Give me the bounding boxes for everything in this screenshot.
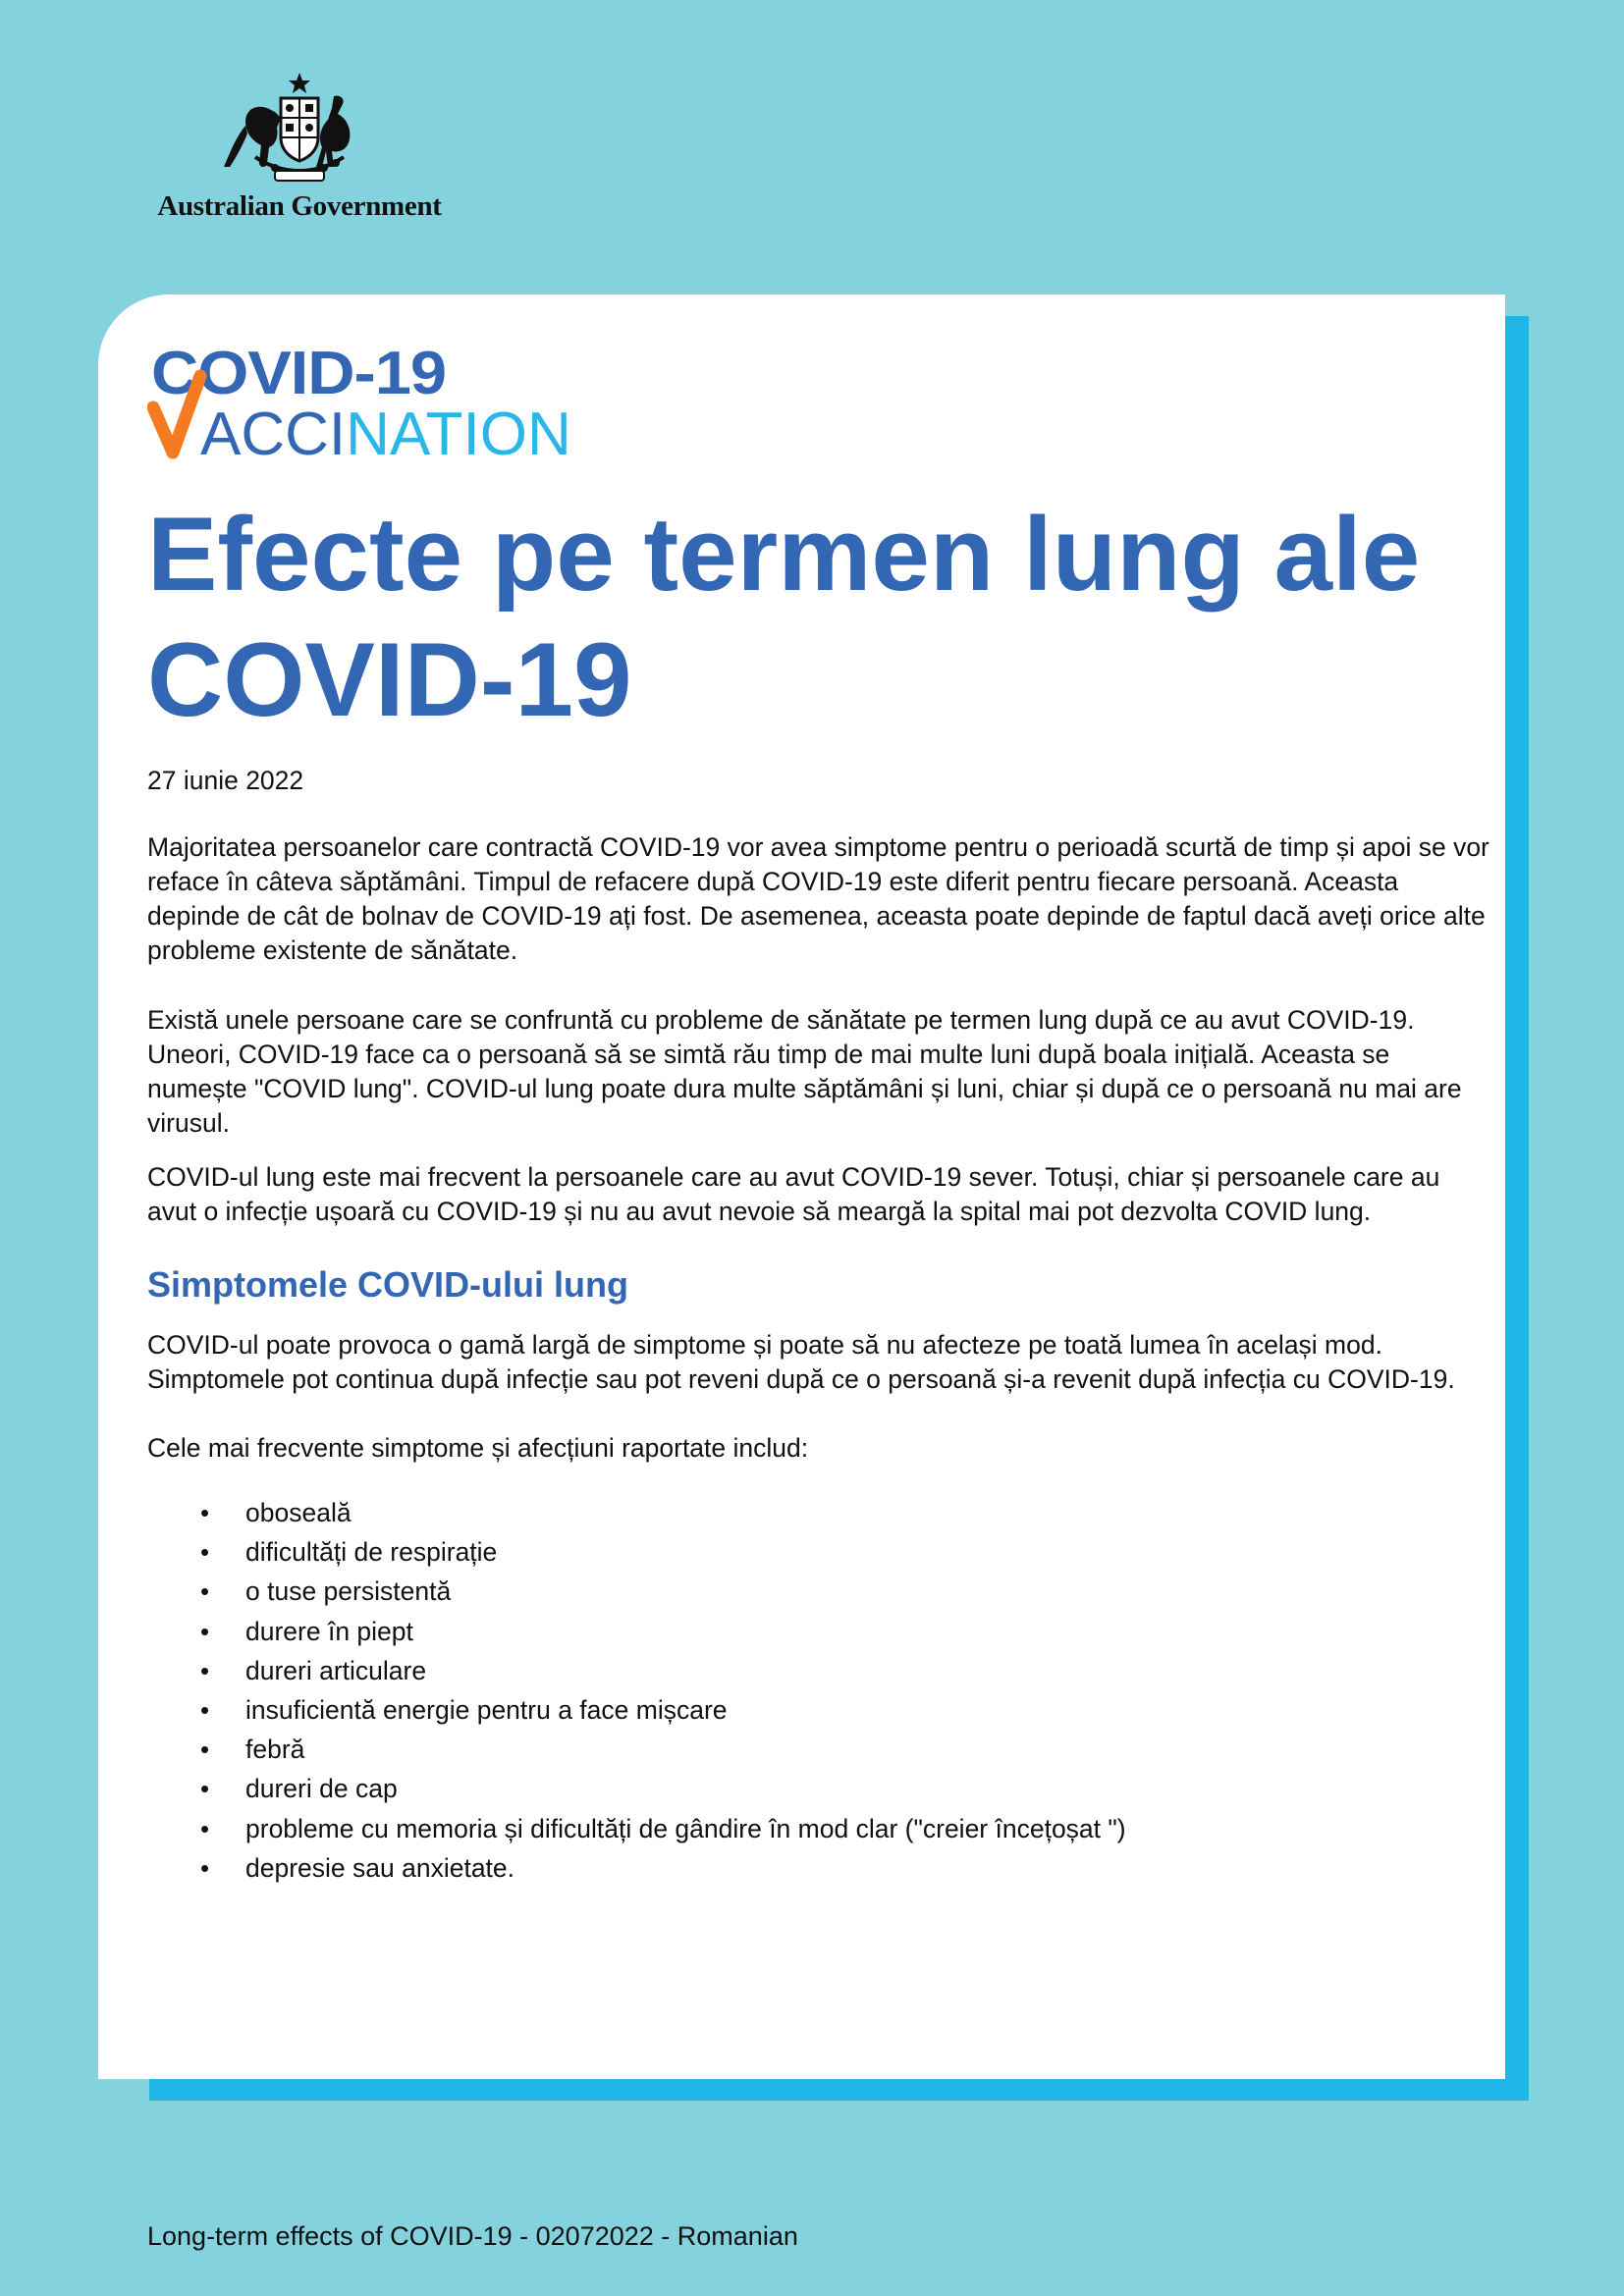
covid-vaccination-logo: [147, 339, 589, 466]
list-item: • oboseală: [147, 1493, 1492, 1532]
page-title: Efecte pe termen lung ale COVID-19: [147, 495, 1421, 738]
footer-document-id: Long-term effects of COVID-19 - 02072022 - Romanian: [147, 2221, 798, 2251]
paragraph-symptoms-overview: COVID-ul poate provoca o gamă largă de simptome și poate să nu afecteze pe toată lumea în același mod. Simptomele pot continua după infecție sau pot reveni după ce o persoană și-a revenit după infecția cu COVID-19.: [147, 1330, 1455, 1394]
list-item: • dureri de cap: [147, 1769, 1492, 1808]
paragraph-severity: COVID-ul lung este mai frecvent la persoanele care au avut COVID-19 sever. Totuși, chiar și persoanele care au avut o infecție ușoară cu COVID-19 și nu au avut nevoie să meargă la spital mai pot dezvolta COVID lung.: [147, 1162, 1440, 1226]
paragraph-intro: Majoritatea persoanelor care contractă COVID-19 vor avea simptome pentru o perioadă scurtă de timp și apoi se vor reface în câteva săptămâni. Timpul de refacere după COVID-19 este diferit pentru fiecare persoană. Aceasta depinde de cât de bolnav de COVID-19 ați fost. De asemenea, aceasta poate depinde de faptul dacă aveți orice alte probleme existente de sănătate.: [147, 832, 1489, 965]
list-item: • dureri articulare: [147, 1651, 1492, 1690]
list-item: • depresie sau anxietate.: [147, 1848, 1492, 1888]
list-item: • dificultăți de respirație: [147, 1532, 1492, 1572]
coat-of-arms-icon: [216, 69, 383, 185]
logo-vaccination-part-cyan: NATION: [346, 400, 571, 466]
list-item: • durere în piept: [147, 1612, 1492, 1651]
list-item: • o tuse persistentă: [147, 1572, 1492, 1611]
list-item: • insuficientă energie pentru a face mișcare: [147, 1690, 1492, 1730]
logo-vaccination-part-blue: ACCI: [200, 400, 347, 466]
symptom-list: [147, 1493, 1492, 1888]
list-item: • febră: [147, 1730, 1492, 1769]
logo-covid19-text: COVID-19: [151, 340, 446, 407]
government-header: [147, 69, 452, 223]
paragraph-long-covid-definition: Există unele persoane care se confruntă cu probleme de sănătate pe termen lung după ce au avut COVID-19. Uneori, COVID-19 face ca o persoană să se simtă rău timp de mai multe luni după boala inițială. Aceasta se numește "COVID lung". COVID-ul lung poate dura multe săptămâni și luni, chiar și după ce o persoană nu mai are virusul.: [147, 1005, 1462, 1138]
government-name: Australian Government: [157, 190, 442, 222]
logo-vaccination-text: [200, 400, 571, 466]
list-item: • probleme cu memoria și dificultăți de gândire în mod clar ("creier încețoșat "): [147, 1809, 1492, 1848]
list-intro: Cele mai frecvente simptome și afecțiuni raportate includ:: [147, 1433, 809, 1463]
document-body: [147, 764, 1492, 1888]
publication-date: 27 iunie 2022: [147, 766, 304, 795]
section-heading: Simptomele COVID-ului lung: [147, 1264, 629, 1305]
